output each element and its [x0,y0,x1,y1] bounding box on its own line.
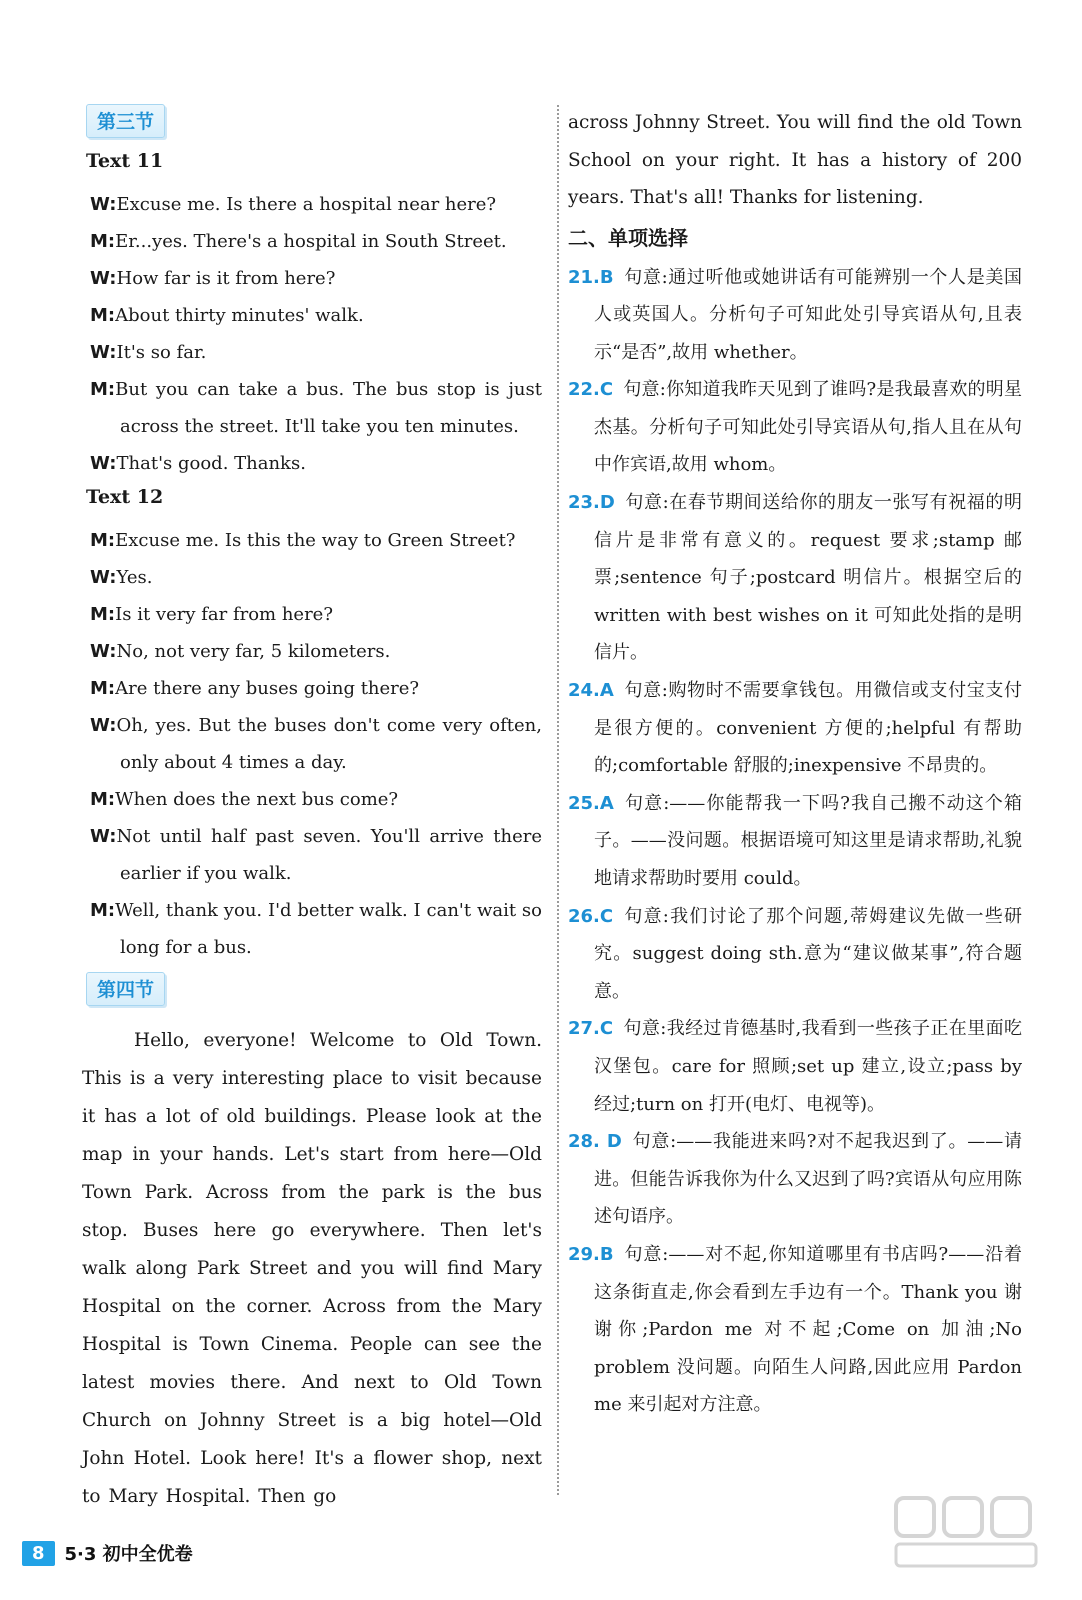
dialogue-line: W:Not until half past seven. You'll arrive there earlier if you walk. [90,826,542,884]
dialogue-line: W:How far is it from here? [90,268,336,289]
dialogue-line: W:That's good. Thanks. [90,453,306,474]
answer-item: 28. D 句意:——我能进来吗?对不起我迟到了。——请进。但能告诉我你为什么又迟到了吗?宾语从句应用陈述句语序。 [568,1131,1022,1228]
page-footer [22,1540,193,1566]
right-column [568,104,1022,1424]
text-12-title: Text 12 [86,486,164,508]
answer-item: 24.A 句意:购物时不需要拿钱包。用微信或支付宝支付是很方便的。convenient 方便的;helpful 有帮助的;comfortable 舒服的;inexpensive 不昂贵的。 [568,680,1022,777]
dialogue-line: W:It's so far. [90,342,207,363]
answer-item: 21.B 句意:通过听他或她讲话有可能辨别一个人是美国人或英国人。分析句子可知此处引导宾语从句,且表示“是否”,故用 whether。 [568,266,1022,363]
answer-item: 23.D 句意:在春节期间送给你的朋友一张写有祝福的明信片是非常有意义的。request 要求;stamp 邮票;sentence 句子;postcard 明信片。根据空后的 written with best wishes on it 可知此处指的是明信片。 [568,492,1022,664]
dialogue-line: M:About thirty minutes' walk. [90,305,364,326]
answer-item: 26.C 句意:我们讨论了那个问题,蒂姆建议先做一些研究。suggest doing sth.意为“建议做某事”,符合题意。 [568,905,1022,1002]
dialogue-line: M:Is it very far from here? [90,604,333,625]
dialogue-line: W:No, not very far, 5 kilometers. [90,641,391,662]
dialogue-line: M:But you can take a bus. The bus stop is just across the street. It'll take you ten minutes. [90,379,542,437]
section-title-single-choice: 二、单项选择 [568,225,688,250]
text-11-title: Text 11 [86,150,164,172]
book-brand: 5·3 初中全优卷 [64,1544,193,1565]
dialogue-line: M:Excuse me. Is this the way to Green Street? [90,530,516,551]
section-3-badge: 第三节 [86,104,165,138]
dialogue-line: W:Oh, yes. But the buses don't come very often, only about 4 times a day. [90,715,542,773]
passage-continuation: across Johnny Street. You will find the old Town School on your right. It has a history of 200 years. That's all! Thanks for listening. [568,112,1022,208]
dialogue-line: M:Well, thank you. I'd better walk. I can't wait so long for a bus. [90,900,542,958]
section-4-badge: 第四节 [86,972,165,1006]
dialogue-line: W:Yes. [90,567,153,588]
dialogue-line: W:Excuse me. Is there a hospital near here? [90,194,497,215]
text-12-dialogue [82,522,542,966]
watermark-logo-icon [892,1492,1042,1572]
answer-item: 25.A 句意:——你能帮我一下吗?我自己搬不动这个箱子。——没问题。根据语境可知这里是请求帮助,礼貌地请求帮助时要用 could。 [568,792,1022,889]
dialogue-line: M:When does the next bus come? [90,789,399,810]
page-number: 8 [22,1541,55,1566]
dialogue-line: M:Are there any buses going there? [90,678,420,699]
dialogue-line: M:Er...yes. There's a hospital in South Street. [90,231,507,252]
text-11-dialogue [82,186,542,482]
answer-list [568,259,1022,1424]
answer-item: 27.C 句意:我经过肯德基时,我看到一些孩子正在里面吃汉堡包。care for 照顾;set up 建立,设立;pass by 经过;turn on 打开(电灯、电视等)。 [568,1018,1022,1115]
left-column [82,100,542,1516]
answer-item: 22.C 句意:你知道我昨天见到了谁吗?是我最喜欢的明星杰基。分析句子可知此处引导宾语从句,指人且在从句中作宾语,故用 whom。 [568,379,1022,476]
listening-passage: Hello, everyone! Welcome to Old Town. This is a very interesting place to visit because it has a lot of old buildings. Please look at the map in your hands. Let's start from here—Old Town Park. Across from the park is the bus stop. Buses here go everywhere. Then let's walk along Park Street and you will find Mary Hospital on the corner. Across from the Mary Hospital is Town Cinema. People can see the latest movies there. And next to Old Town Church on Johnny Street is a big hotel—Old John Hotel. Look here! It's a flower shop, next to Mary Hospital. Then go [82,1030,542,1507]
answer-item: 29.B 句意:——对不起,你知道哪里有书店吗?——沿着这条街直走,你会看到左手边有一个。Thank you 谢谢你;Pardon me 对不起;Come on 加油;No problem 没问题。向陌生人问路,因此应用 Pardon me 来引起对方注意。 [568,1243,1022,1416]
column-divider [557,105,559,1495]
